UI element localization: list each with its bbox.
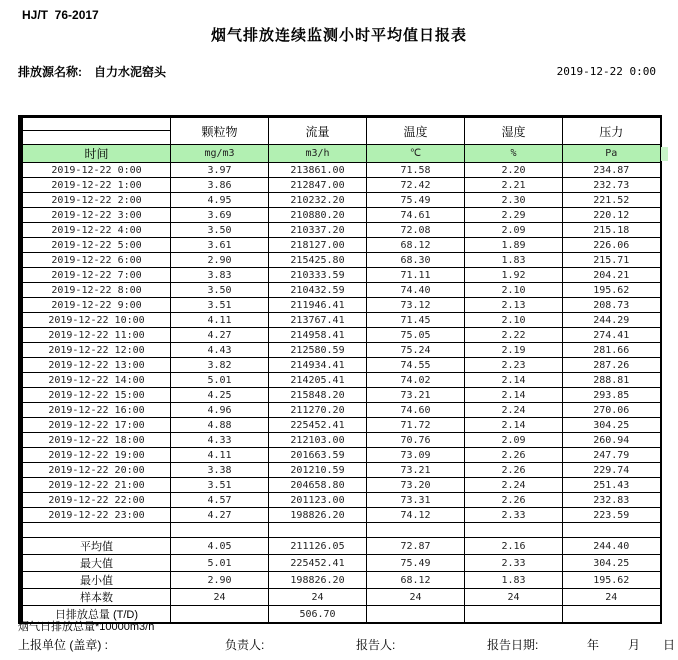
row-label-cell: 2019-12-22 14:00 <box>21 373 171 388</box>
value-cell: 244.29 <box>563 313 661 328</box>
value-cell: 214205.41 <box>269 373 367 388</box>
value-cell: 68.30 <box>367 253 465 268</box>
value-cell: 3.61 <box>171 238 269 253</box>
value-cell: 71.58 <box>367 163 465 178</box>
value-cell: 221.52 <box>563 193 661 208</box>
value-cell: 75.05 <box>367 328 465 343</box>
value-cell: 225452.41 <box>269 418 367 433</box>
value-cell: 210432.59 <box>269 283 367 298</box>
table-row <box>21 555 661 572</box>
table-row <box>21 283 661 298</box>
value-cell: 2.26 <box>465 493 563 508</box>
table-header <box>21 117 661 163</box>
row-label-cell: 最大值 <box>21 555 171 572</box>
table-row <box>21 538 661 555</box>
value-cell: 2.33 <box>465 508 563 523</box>
row-label-cell: 2019-12-22 17:00 <box>21 418 171 433</box>
value-cell: 4.11 <box>171 448 269 463</box>
value-cell: 3.83 <box>171 268 269 283</box>
value-cell: 4.57 <box>171 493 269 508</box>
row-label-cell: 2019-12-22 23:00 <box>21 508 171 523</box>
value-cell: 2.22 <box>465 328 563 343</box>
value-cell: 274.41 <box>563 328 661 343</box>
table-row <box>21 418 661 433</box>
value-cell: 213767.41 <box>269 313 367 328</box>
value-cell: 214958.41 <box>269 328 367 343</box>
value-cell: 2.90 <box>171 572 269 589</box>
value-cell: 4.11 <box>171 313 269 328</box>
column-header-pressure: 压力 <box>563 117 661 145</box>
table-row <box>21 193 661 208</box>
table-row <box>21 572 661 589</box>
value-cell: 2.30 <box>465 193 563 208</box>
footer-note: 烟气日排放总量*10000m3/h <box>18 621 155 633</box>
value-cell: 24 <box>465 589 563 606</box>
source-line <box>18 63 166 80</box>
value-cell: 4.43 <box>171 343 269 358</box>
value-cell: 2.24 <box>465 478 563 493</box>
value-cell: 5.01 <box>171 373 269 388</box>
value-cell: 3.51 <box>171 298 269 313</box>
value-cell: 3.38 <box>171 463 269 478</box>
value-cell: 71.72 <box>367 418 465 433</box>
value-cell: 24 <box>367 589 465 606</box>
value-cell: 2.13 <box>465 298 563 313</box>
row-label-cell: 2019-12-22 16:00 <box>21 403 171 418</box>
value-cell: 211946.41 <box>269 298 367 313</box>
table-row <box>21 508 661 523</box>
value-cell: 198826.20 <box>269 508 367 523</box>
source-label: 排放源名称: <box>18 65 82 79</box>
value-cell: 198826.20 <box>269 572 367 589</box>
row-label-cell: 2019-12-22 9:00 <box>21 298 171 313</box>
value-cell: 232.83 <box>563 493 661 508</box>
value-cell: 74.40 <box>367 283 465 298</box>
value-cell: 270.06 <box>563 403 661 418</box>
row-label-cell: 2019-12-22 19:00 <box>21 448 171 463</box>
page-title: 烟气排放连续监测小时平均值日报表 <box>210 27 467 44</box>
unit-temperature: ℃ <box>367 145 465 163</box>
table-row <box>21 298 661 313</box>
value-cell: 1.83 <box>465 253 563 268</box>
value-cell: 71.11 <box>367 268 465 283</box>
row-label-cell: 平均值 <box>21 538 171 555</box>
value-cell: 73.09 <box>367 448 465 463</box>
table-row <box>21 208 661 223</box>
table-row <box>21 448 661 463</box>
day-label: 日 <box>663 638 676 652</box>
value-cell: 24 <box>171 589 269 606</box>
row-label-cell: 2019-12-22 6:00 <box>21 253 171 268</box>
value-cell: 212847.00 <box>269 178 367 193</box>
report-table <box>18 115 662 624</box>
month-label: 月 <box>628 638 641 652</box>
value-cell: 2.14 <box>465 388 563 403</box>
value-cell: 210880.20 <box>269 208 367 223</box>
value-cell: 3.69 <box>171 208 269 223</box>
value-cell: 72.42 <box>367 178 465 193</box>
table-row <box>21 388 661 403</box>
table-row <box>21 163 661 178</box>
value-cell: 2.19 <box>465 343 563 358</box>
value-cell: 73.21 <box>367 388 465 403</box>
value-cell: 3.86 <box>171 178 269 193</box>
value-cell: 5.01 <box>171 555 269 572</box>
separator-row <box>21 523 661 538</box>
row-label-cell: 2019-12-22 0:00 <box>21 163 171 178</box>
report-date-label: 报告日期: <box>487 638 539 652</box>
value-cell: 75.49 <box>367 193 465 208</box>
value-cell: 201663.59 <box>269 448 367 463</box>
value-cell: 215425.80 <box>269 253 367 268</box>
value-cell <box>171 606 269 624</box>
value-cell: 3.51 <box>171 478 269 493</box>
value-cell: 204.21 <box>563 268 661 283</box>
value-cell: 2.33 <box>465 555 563 572</box>
table-row <box>21 373 661 388</box>
column-header-humidity: 湿度 <box>465 117 563 145</box>
header-row-top <box>21 117 661 131</box>
value-cell: 208.73 <box>563 298 661 313</box>
value-cell: 223.59 <box>563 508 661 523</box>
column-header-flow: 流量 <box>269 117 367 145</box>
value-cell: 1.89 <box>465 238 563 253</box>
table-row <box>21 238 661 253</box>
table-row <box>21 493 661 508</box>
value-cell: 4.96 <box>171 403 269 418</box>
value-cell: 2.23 <box>465 358 563 373</box>
table-row <box>21 463 661 478</box>
value-cell: 2.16 <box>465 538 563 555</box>
value-cell: 2.09 <box>465 433 563 448</box>
value-cell: 204658.80 <box>269 478 367 493</box>
value-cell: 2.26 <box>465 463 563 478</box>
value-cell: 304.25 <box>563 418 661 433</box>
value-cell: 70.76 <box>367 433 465 448</box>
column-header-temperature: 温度 <box>367 117 465 145</box>
row-label-cell: 2019-12-22 15:00 <box>21 388 171 403</box>
table-row <box>21 433 661 448</box>
table-row <box>21 589 661 606</box>
value-cell: 75.49 <box>367 555 465 572</box>
value-cell: 4.25 <box>171 388 269 403</box>
table-row <box>21 328 661 343</box>
row-label-cell: 2019-12-22 4:00 <box>21 223 171 238</box>
summary-rows <box>21 523 661 624</box>
value-cell: 293.85 <box>563 388 661 403</box>
row-label-cell: 2019-12-22 18:00 <box>21 433 171 448</box>
row-label-cell: 2019-12-22 5:00 <box>21 238 171 253</box>
value-cell: 247.79 <box>563 448 661 463</box>
value-cell: 234.87 <box>563 163 661 178</box>
value-cell: 73.12 <box>367 298 465 313</box>
value-cell: 2.14 <box>465 418 563 433</box>
reporter-label: 报告人: <box>356 638 396 652</box>
row-label-cell: 2019-12-22 11:00 <box>21 328 171 343</box>
table-row <box>21 253 661 268</box>
row-label-cell: 2019-12-22 7:00 <box>21 268 171 283</box>
row-label-cell: 2019-12-22 22:00 <box>21 493 171 508</box>
value-cell: 2.10 <box>465 313 563 328</box>
value-cell: 72.87 <box>367 538 465 555</box>
column-header-particulate: 颗粒物 <box>171 117 269 145</box>
unit-pressure: Pa <box>563 145 661 163</box>
value-cell: 218127.00 <box>269 238 367 253</box>
value-cell: 4.27 <box>171 508 269 523</box>
responsible-label: 负责人: <box>225 638 265 652</box>
value-cell: 211126.05 <box>269 538 367 555</box>
value-cell: 287.26 <box>563 358 661 373</box>
value-cell: 74.60 <box>367 403 465 418</box>
value-cell: 2.10 <box>465 283 563 298</box>
unit-humidity: % <box>465 145 563 163</box>
row-label-cell: 2019-12-22 2:00 <box>21 193 171 208</box>
row-label-cell: 样本数 <box>21 589 171 606</box>
value-cell: 24 <box>269 589 367 606</box>
data-rows <box>21 163 661 523</box>
row-label-cell: 2019-12-22 10:00 <box>21 313 171 328</box>
time-header-blank-top <box>21 117 171 131</box>
value-cell: 195.62 <box>563 572 661 589</box>
value-cell: 215.71 <box>563 253 661 268</box>
value-cell: 195.62 <box>563 283 661 298</box>
value-cell: 210232.20 <box>269 193 367 208</box>
value-cell: 304.25 <box>563 555 661 572</box>
value-cell: 4.27 <box>171 328 269 343</box>
value-cell: 68.12 <box>367 572 465 589</box>
report-datetime: 2019-12-22 0:00 <box>556 65 656 78</box>
value-cell: 506.70 <box>269 606 367 624</box>
row-label-cell: 2019-12-22 8:00 <box>21 283 171 298</box>
value-cell: 3.97 <box>171 163 269 178</box>
value-cell <box>563 606 661 624</box>
value-cell: 210337.20 <box>269 223 367 238</box>
value-cell: 215848.20 <box>269 388 367 403</box>
table-row <box>21 403 661 418</box>
value-cell: 214934.41 <box>269 358 367 373</box>
value-cell <box>465 606 563 624</box>
value-cell: 220.12 <box>563 208 661 223</box>
value-cell: 74.55 <box>367 358 465 373</box>
value-cell: 3.50 <box>171 283 269 298</box>
row-label-cell: 2019-12-22 3:00 <box>21 208 171 223</box>
value-cell: 2.24 <box>465 403 563 418</box>
value-cell: 2.09 <box>465 223 563 238</box>
value-cell: 1.92 <box>465 268 563 283</box>
value-cell: 225452.41 <box>269 555 367 572</box>
value-cell: 73.21 <box>367 463 465 478</box>
value-cell: 2.26 <box>465 448 563 463</box>
value-cell <box>367 606 465 624</box>
value-cell: 73.20 <box>367 478 465 493</box>
table-row <box>21 268 661 283</box>
value-cell: 74.61 <box>367 208 465 223</box>
value-cell: 2.14 <box>465 373 563 388</box>
value-cell: 2.20 <box>465 163 563 178</box>
time-header-blank-bottom <box>21 131 171 145</box>
value-cell: 68.12 <box>367 238 465 253</box>
value-cell: 4.33 <box>171 433 269 448</box>
time-header: 时间 <box>21 145 171 163</box>
value-cell: 211270.20 <box>269 403 367 418</box>
value-cell: 2.90 <box>171 253 269 268</box>
value-cell: 260.94 <box>563 433 661 448</box>
value-cell: 74.12 <box>367 508 465 523</box>
value-cell: 3.82 <box>171 358 269 373</box>
table-row <box>21 223 661 238</box>
row-label-cell: 2019-12-22 12:00 <box>21 343 171 358</box>
value-cell: 251.43 <box>563 478 661 493</box>
table-row <box>21 358 661 373</box>
value-cell: 75.24 <box>367 343 465 358</box>
value-cell: 24 <box>563 589 661 606</box>
row-label-cell: 2019-12-22 13:00 <box>21 358 171 373</box>
value-cell: 232.73 <box>563 178 661 193</box>
value-cell: 212580.59 <box>269 343 367 358</box>
value-cell: 4.95 <box>171 193 269 208</box>
value-cell: 71.45 <box>367 313 465 328</box>
value-cell: 3.50 <box>171 223 269 238</box>
table-row <box>21 478 661 493</box>
row-label-cell: 2019-12-22 21:00 <box>21 478 171 493</box>
value-cell: 2.29 <box>465 208 563 223</box>
value-cell: 72.08 <box>367 223 465 238</box>
unit-particulate: mg/m3 <box>171 145 269 163</box>
value-cell: 4.88 <box>171 418 269 433</box>
footer-signature-line <box>0 636 678 652</box>
value-cell: 4.05 <box>171 538 269 555</box>
row-label-cell: 2019-12-22 1:00 <box>21 178 171 193</box>
row-label-cell: 2019-12-22 20:00 <box>21 463 171 478</box>
table-row <box>21 343 661 358</box>
unit-row <box>21 145 661 163</box>
value-cell: 1.83 <box>465 572 563 589</box>
value-cell: 74.02 <box>367 373 465 388</box>
value-cell: 2.21 <box>465 178 563 193</box>
table-row <box>21 178 661 193</box>
table-row <box>21 313 661 328</box>
row-label-cell: 最小值 <box>21 572 171 589</box>
value-cell: 244.40 <box>563 538 661 555</box>
value-cell: 229.74 <box>563 463 661 478</box>
year-label: 年 <box>587 638 600 652</box>
doc-code: HJ/T 76-2017 <box>22 8 99 22</box>
value-cell: 213861.00 <box>269 163 367 178</box>
report-unit-label: 上报单位 (盖章) : <box>18 638 108 652</box>
value-cell: 212103.00 <box>269 433 367 448</box>
value-cell: 288.81 <box>563 373 661 388</box>
value-cell: 201123.00 <box>269 493 367 508</box>
value-cell: 73.31 <box>367 493 465 508</box>
unit-flow: m3/h <box>269 145 367 163</box>
value-cell: 226.06 <box>563 238 661 253</box>
value-cell: 201210.59 <box>269 463 367 478</box>
source-name: 自力水泥窑头 <box>94 65 167 79</box>
value-cell: 215.18 <box>563 223 661 238</box>
row-label-cell: 日排放总量 (T/D) <box>21 606 171 624</box>
value-cell: 281.66 <box>563 343 661 358</box>
value-cell: 210333.59 <box>269 268 367 283</box>
green-overflow-mark <box>661 147 668 161</box>
